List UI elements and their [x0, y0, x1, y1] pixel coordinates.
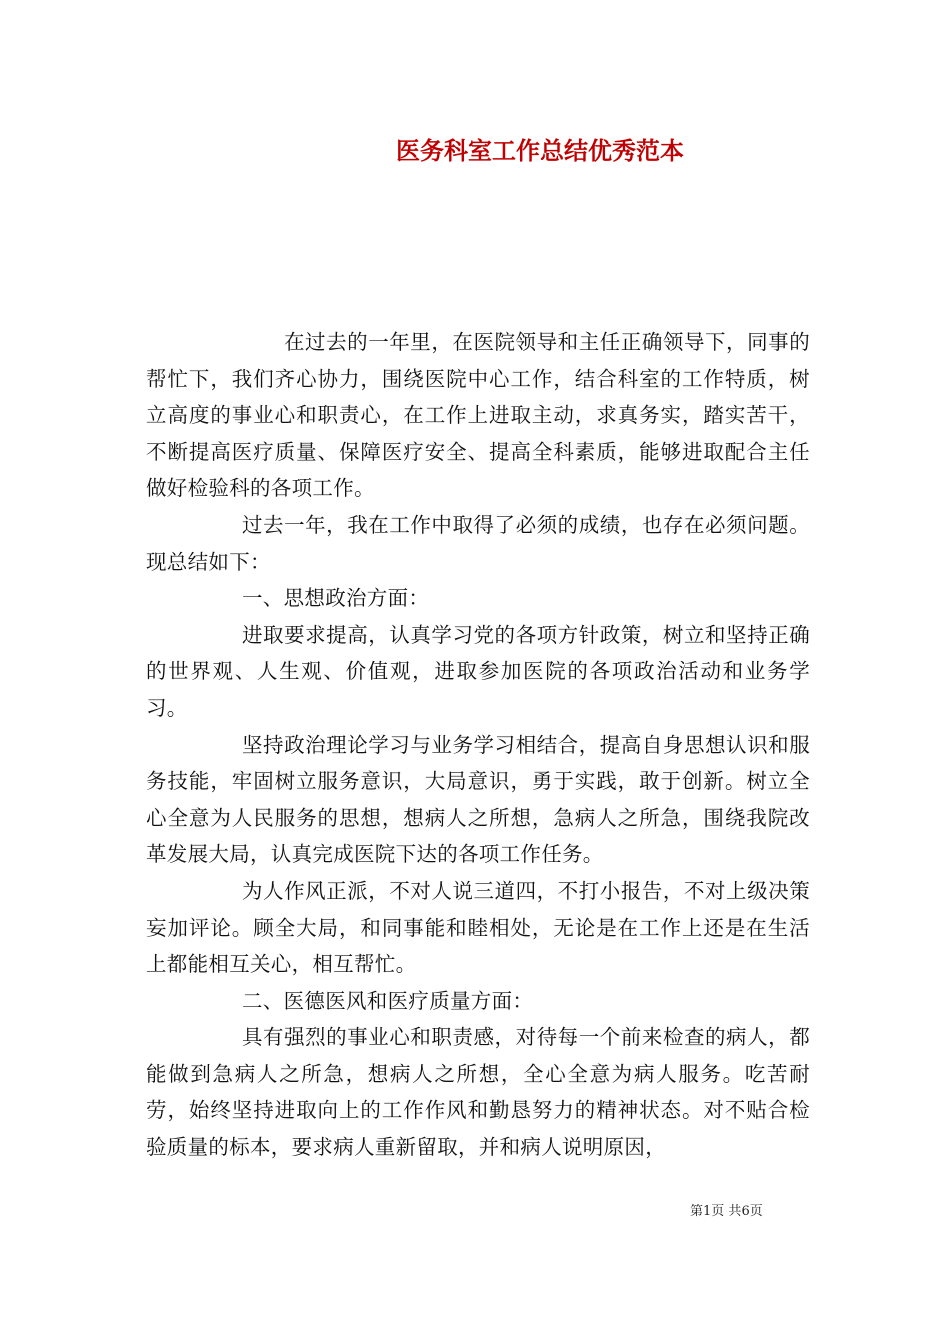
footer-current-page: 1 — [703, 1204, 712, 1219]
paragraph-ethics-1: 具有强烈的事业心和职责感，对待每一个前来检查的病人，都能做到急病人之所急，想病人之所想，全心全意为病人服务。吃苦耐劳，始终坚持进取向上的工作作风和勤恳努力的精神状态。对不贴合检验质量的标本，要求病人重新留取，并和病人说明原因， — [146, 1025, 810, 1160]
paragraph-political-1: 进取要求提高，认真学习党的各项方针政策，树立和坚持正确的世界观、人生观、价值观，进取参加医院的各项政治活动和业务学习。 — [146, 622, 810, 720]
paragraph-political-2: 坚持政治理论学习与业务学习相结合，提高自身思想认识和服务技能，牢固树立服务意识，大局意识，勇于实践，敢于创新。树立全心全意为人民服务的思想，想病人之所想，急病人之所急，围绕我院改革发展大局，认真完成医院下达的各项工作任务。 — [146, 732, 810, 867]
paragraph-political-3: 为人作风正派，不对人说三道四，不打小报告，不对上级决策妄加评论。顾全大局，和同事能和睦相处，无论是在工作上还是在生活上都能相互关心，相互帮忙。 — [146, 878, 810, 977]
section-heading-political: 一、思想政治方面： — [242, 586, 430, 611]
footer-suffix: 页 — [749, 1204, 763, 1219]
document-body — [146, 324, 810, 1166]
footer-prefix: 第 — [690, 1204, 704, 1219]
document-title: 医务科室工作总结优秀范本 — [396, 136, 684, 165]
paragraph-intro: 在过去的一年里，在医院领导和主任正确领导下，同事的帮忙下，我们齐心协力，围绕医院中心工作，结合科室的工作特质，树立高度的事业心和职责心，在工作上进取主动，求真务实，踏实苦干，不断提高医疗质量、保障医疗安全、提高全科素质，能够进取配合主任做好检验科的各项工作。 — [146, 330, 810, 501]
footer-total-pages: 6 — [741, 1204, 750, 1219]
page-footer — [690, 1203, 850, 1221]
section-heading-ethics: 二、医德医风和医疗质量方面： — [242, 988, 534, 1013]
paragraph-summary-lead: 过去一年，我在工作中取得了必须的成绩，也存在必须问题。现总结如下： — [146, 512, 810, 574]
footer-middle: 页 共 — [711, 1204, 742, 1219]
